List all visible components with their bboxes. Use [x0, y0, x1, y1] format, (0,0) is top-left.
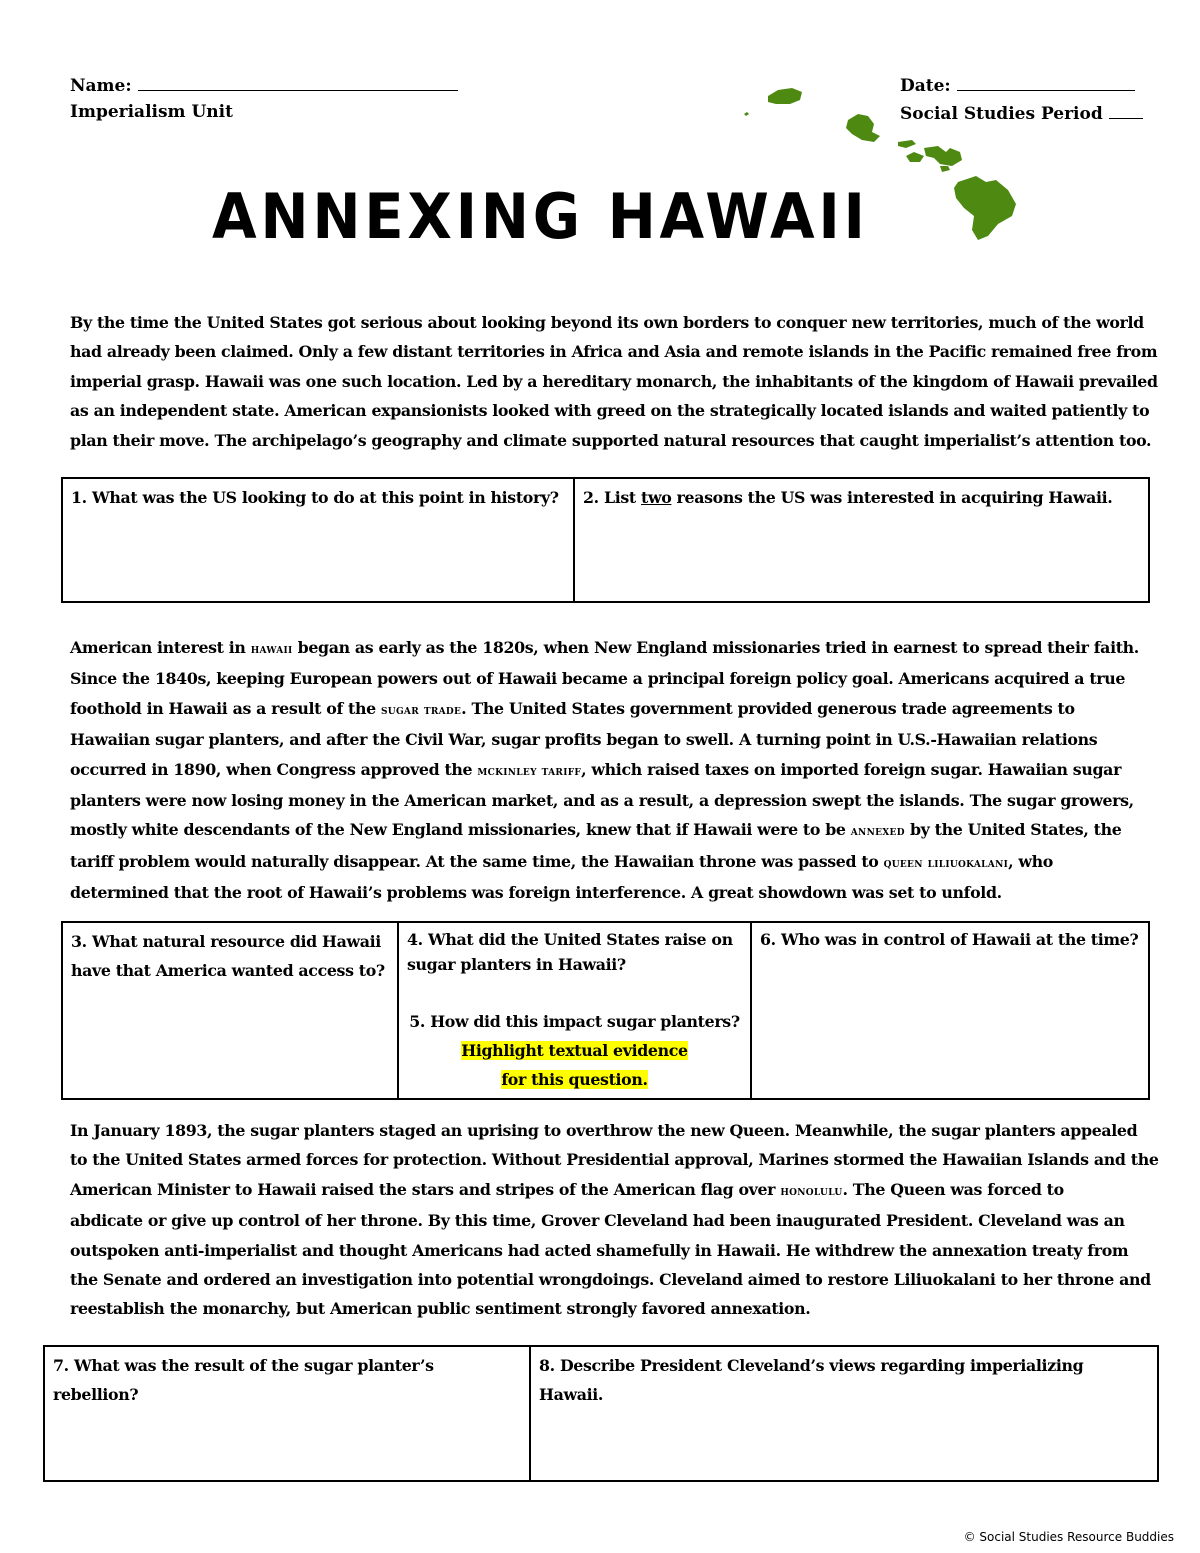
question-3: 3. What natural resource did Hawaii have that America wanted access to?	[71, 932, 385, 980]
question-2-emphasis: two	[641, 488, 672, 507]
page-title: ANNEXING HAWAII	[212, 180, 869, 253]
unit-label: Imperialism Unit	[70, 102, 233, 122]
question-7: 7. What was the result of the sugar planter’s rebellion?	[53, 1356, 434, 1404]
name-field[interactable]	[70, 74, 458, 96]
key-term: honolulu	[780, 1183, 843, 1199]
paragraph-line: imperial grasp. Hawaii was one such location. Led by a hereditary monarch, the inhabitants of the kingdom of Hawaii prevailed	[70, 371, 1158, 391]
paragraph-line: occurred in 1890, when Congress approved the mckinley tariff, which raised taxes on imported foreign sugar. Hawaiian sugar	[70, 759, 1122, 779]
question-5: 5. How did this impact sugar planters?	[409, 1012, 740, 1031]
question-8-cell[interactable]	[530, 1346, 1158, 1481]
key-term: hawaii	[250, 642, 293, 657]
intro-paragraph	[70, 308, 1158, 455]
question-4: 4. What did the United States raise on sugar planters in Hawaii?	[407, 930, 733, 974]
key-term: mckinley tariff	[477, 763, 582, 779]
paragraph-line: planters were now losing money in the American market, and as a result, a depression swept the islands. The sugar growers,	[70, 791, 1134, 811]
period-blank[interactable]	[1109, 102, 1143, 119]
paragraph-line: determined that the root of Hawaii’s problems was foreign interference. A great showdown was set to unfold.	[70, 883, 1002, 903]
key-term: queen liliuokalani	[883, 855, 1009, 871]
question-3-cell[interactable]	[62, 922, 398, 1099]
question-1: 1. What was the US looking to do at this point in history?	[71, 488, 559, 507]
paragraph-line: as an independent state. American expansionists looked with greed on the strategically located islands and waited patiently to	[70, 401, 1150, 421]
highlight-instruction-2: for this question.	[501, 1070, 648, 1089]
sugar-trade-paragraph	[70, 633, 1139, 908]
copyright-footer: © Social Studies Resource Buddies	[963, 1530, 1174, 1544]
key-term: annexed	[850, 824, 905, 840]
paragraph-line: American Minister to Hawaii raised the stars and stripes of the American flag over honolulu. The Queen was forced to	[70, 1179, 1064, 1199]
paragraph-line: Hawaiian sugar planters, and after the Civil War, sugar profits began to swell. A turning point in U.S.-Hawaiian relations	[70, 730, 1098, 750]
period-label: Social Studies Period	[900, 104, 1103, 124]
name-blank[interactable]	[138, 74, 458, 91]
question-8: 8. Describe President Cleveland’s views regarding imperializing Hawaii.	[539, 1356, 1084, 1404]
paragraph-line: outspoken anti-imperialist and thought Americans had acted shamefully in Hawaii. He withdrew the annexation treaty from	[70, 1240, 1129, 1260]
paragraph-line: reestablish the monarchy, but American public sentiment strongly favored annexation.	[70, 1299, 811, 1319]
key-term: sugar trade	[381, 702, 462, 718]
question-table-1	[61, 477, 1150, 603]
question-1-cell[interactable]	[62, 478, 574, 602]
question-6-cell[interactable]	[751, 922, 1149, 1099]
paragraph-line: Since the 1840s, keeping European powers out of Hawaii became a principal foreign policy goal. Americans acquired a true	[70, 669, 1126, 689]
paragraph-line: to the United States armed forces for protection. Without Presidential approval, Marines stormed the Hawaiian Islands and the	[70, 1150, 1159, 1170]
question-table-2	[61, 921, 1150, 1100]
paragraph-line: had already been claimed. Only a few distant territories in Africa and Asia and remote islands in the Pacific remained free from	[70, 342, 1158, 362]
paragraph-line: abdicate or give up control of her throne. By this time, Grover Cleveland had been inaugurated President. Cleveland was an	[70, 1211, 1125, 1231]
date-label: Date:	[900, 76, 951, 96]
overthrow-paragraph	[70, 1116, 1159, 1324]
question-table-3	[43, 1345, 1159, 1482]
question-7-cell[interactable]	[44, 1346, 530, 1481]
paragraph-line: mostly white descendants of the New England missionaries, knew that if Hawaii were to be annexed by the United States, the	[70, 820, 1122, 840]
name-label: Name:	[70, 76, 132, 96]
paragraph-line: In January 1893, the sugar planters staged an uprising to overthrow the new Queen. Meanwhile, the sugar planters appealed	[70, 1121, 1138, 1140]
question-2: 2. List two reasons the US was interested in acquiring Hawaii.	[583, 488, 1113, 507]
paragraph-line: plan their move. The archipelago’s geography and climate supported natural resources that caught imperialist’s attention too.	[70, 430, 1152, 450]
paragraph-line: the Senate and ordered an investigation into potential wrongdoings. Cleveland aimed to restore Liliuokalani to her throne and	[70, 1270, 1151, 1290]
paragraph-line: American interest in hawaii began as early as the 1820s, when New England missionaries tried in earnest to spread their faith.	[70, 638, 1139, 657]
question-4-5-cell[interactable]	[398, 922, 751, 1099]
paragraph-line: foothold in Hawaii as a result of the sugar trade. The United States government provided generous trade agreements to	[70, 698, 1075, 718]
question-2-cell[interactable]	[574, 478, 1149, 602]
paragraph-line: By the time the United States got serious about looking beyond its own borders to conquer new territories, much of the world	[70, 313, 1144, 332]
highlight-instruction-1: Highlight textual evidence	[461, 1041, 688, 1060]
paragraph-line: tariff problem would naturally disappear. At the same time, the Hawaiian throne was passed to queen liliuokalani, who	[70, 851, 1053, 871]
question-6: 6. Who was in control of Hawaii at the time?	[760, 930, 1139, 949]
